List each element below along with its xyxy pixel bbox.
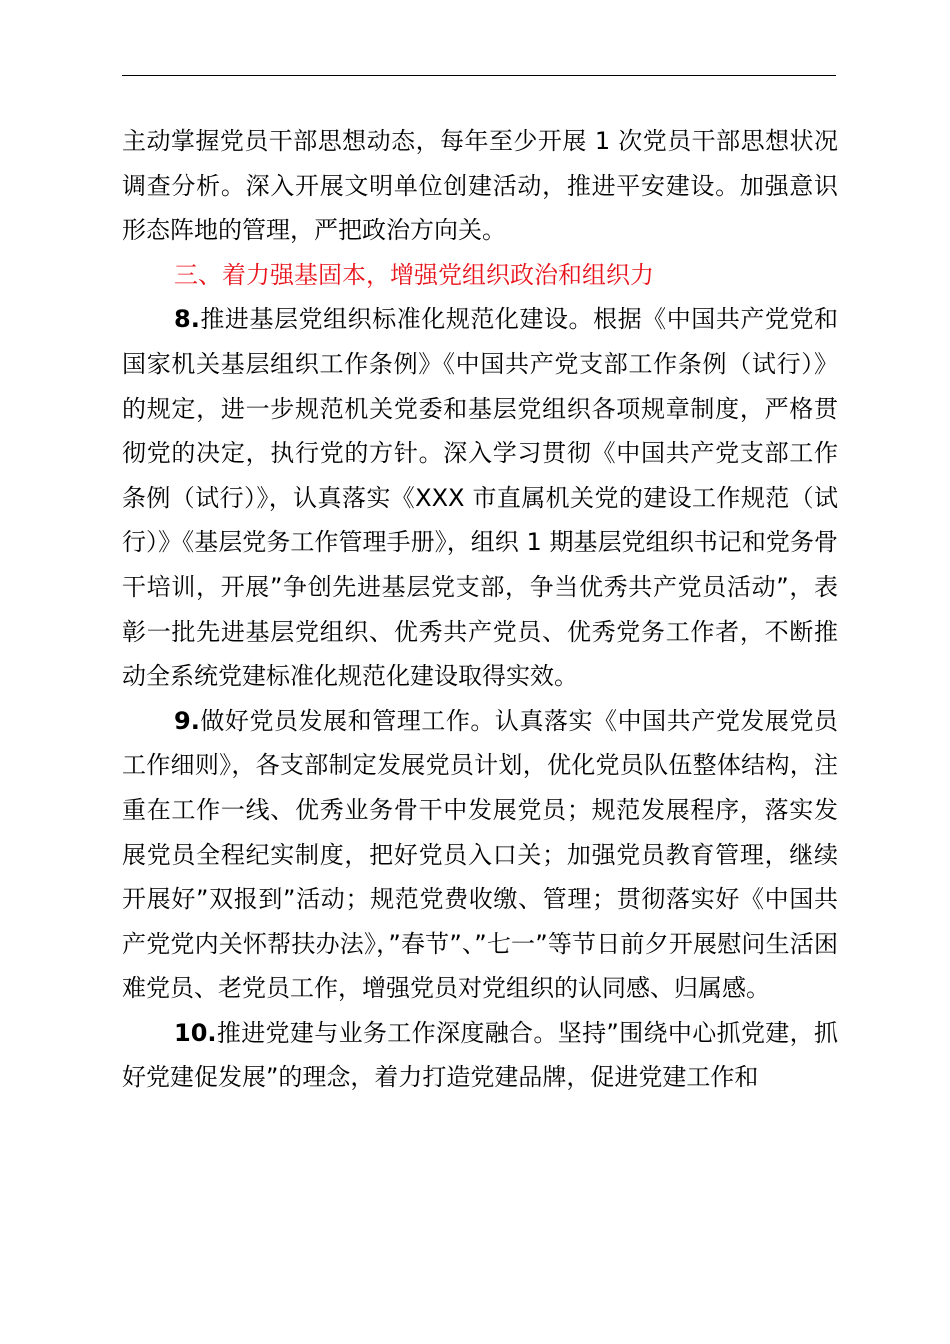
item-paragraph-8 [122, 297, 838, 698]
document-body [122, 119, 838, 1100]
item-paragraph-9 [122, 699, 838, 1011]
item-number: 10. [174, 1018, 217, 1047]
section-heading: 三、着力强基固本，增强党组织政治和组织力 [174, 260, 654, 289]
item-text: 做好党员发展和管理工作。认真落实《中国共产党发展党员工作细则》，各支部制定发展党员计划，优化党员队伍整体结构，注重在工作一线、优秀业务骨干中发展党员；规范发展程序，落实发展党员全程纪实制度，把好党员入口关；加强党员教育管理，继续开展好”双报到”活动；规范党费收缴、管理；贯彻落实好《中国共产党党内关怀帮扶办法》，”春节”、”七一”等节日前夕开展慰问生活困难党员、老党员工作，增强党员对党组织的认同感、归属感。 [122, 706, 838, 1003]
item-text: 推进党建与业务工作深度融合。坚持”围绕中心抓党建，抓好党建促发展”的理念，着力打造党建品牌，促进党建工作和 [122, 1018, 838, 1092]
header-rule [122, 75, 836, 76]
item-number: 9. [174, 706, 200, 735]
paragraph-continuation: 主动掌握党员干部思想动态，每年至少开展 1 次党员干部思想状况调查分析。深入开展文明单位创建活动，推进平安建设。加强意识形态阵地的管理，严把政治方向关。 [122, 127, 838, 245]
item-text: 推进基层党组织标准化规范化建设。根据《中国共产党党和国家机关基层组织工作条例》《中国共产党支部工作条例（试行）》的规定，进一步规范机关党委和基层党组织各项规章制度，严格贯彻党的决定，执行党的方针。深入学习贯彻《中国共产党支部工作条例（试行）》，认真落实《XXX 市直属机关党的建设工作规范（试行）》《基层党务工作管理手册》，组织 1 期基层党组织书记和党务骨干培训，开展”争创先进基层党支部，争当优秀共产党员活动”，表彰一批先进基层党组织、优秀共产党员、优秀党务工作者，不断推动全系统党建标准化规范化建设取得实效。 [122, 305, 838, 691]
item-paragraph-10 [122, 1011, 838, 1100]
item-number: 8. [174, 305, 200, 334]
